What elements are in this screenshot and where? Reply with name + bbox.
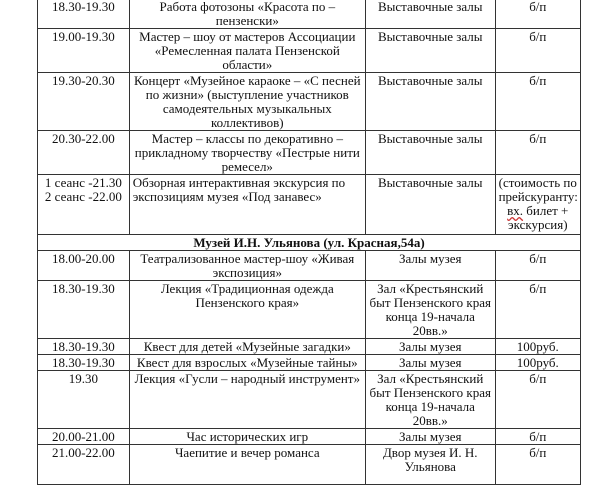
price-text: вх. [507,203,524,218]
time-cell: 18.30-19.30 [38,0,130,29]
event-cell: Час исторических игр [129,429,365,445]
table-row [38,251,581,281]
schedule-table [37,0,581,485]
place-cell: Зал «Крестьянский быт Пензенского края конца 19-начала 20вв.» [365,281,495,339]
place-cell: Выставочные залы [365,131,495,175]
event-cell: Квест для взрослых «Музейные тайны» [129,355,365,371]
place-cell: Зал «Крестьянский быт Пензенского края конца 19-начала 20вв.» [365,371,495,429]
event-cell: Лекция «Гусли – народный инструмент» [129,371,365,429]
time-cell: 19.00-19.30 [38,29,130,73]
price-cell: б/п [495,29,580,73]
table-row [38,131,581,175]
session-2: 2 сеанс -22.00 [44,189,122,204]
time-cell: 20.30-22.00 [38,131,130,175]
table-row [38,29,581,73]
event-cell: Мастер – классы по декоративно – прикладному творчеству «Пестрые нити ремесел» [129,131,365,175]
price-cell: б/п [495,251,580,281]
price-cell: 100руб. [495,339,580,355]
time-cell: 18.30-19.30 [38,281,130,339]
time-cell: 18.30-19.30 [38,355,130,371]
time-cell: 20.00-21.00 [38,429,130,445]
place-cell: Выставочные залы [365,29,495,73]
price-cell: б/п [495,131,580,175]
time-cell [38,175,130,235]
place-cell: Залы музея [365,355,495,371]
table-row [38,175,581,235]
price-cell: 100руб. [495,355,580,371]
event-cell: Концерт «Музейное караоке – «С песней по жизни» (выступление участников самодеятельных музыкальных коллективов) [129,73,365,131]
price-cell: б/п [495,371,580,429]
table-row [38,339,581,355]
time-cell: 18.00-20.00 [38,251,130,281]
price-cell: б/п [495,281,580,339]
event-cell: Мастер – шоу от мастеров Ассоциации «Ремесленная палата Пензенской области» [129,29,365,73]
section-title: Музей И.Н. Ульянова (ул. Красная,54а) [38,235,581,251]
table-row [38,355,581,371]
time-cell: 19.30 [38,371,130,429]
event-cell: Квест для детей «Музейные загадки» [129,339,365,355]
table-row [38,371,581,429]
place-cell: Двор музея И. Н. Ульянова [365,445,495,485]
place-cell: Залы музея [365,339,495,355]
price-cell: б/п [495,73,580,131]
place-cell: Выставочные залы [365,0,495,29]
place-cell: Выставочные залы [365,73,495,131]
place-cell: Залы музея [365,251,495,281]
event-cell: Чаепитие и вечер романса [129,445,365,485]
price-cell: б/п [495,429,580,445]
price-cell [495,175,580,235]
time-cell: 18.30-19.30 [38,339,130,355]
event-cell: Обзорная интерактивная экскурсия по экспозициям музея «Под занавес» [129,175,365,235]
time-cell: 19.30-20.30 [38,73,130,131]
event-cell: Театрализованное мастер-шоу «Живая экспозиция» [129,251,365,281]
table-row [38,445,581,485]
session-1: 1 сеанс -21.30 [44,175,122,190]
event-cell: Работа фотозоны «Красота по – пензенски» [129,0,365,29]
place-cell: Выставочные залы [365,175,495,235]
price-cell: б/п [495,445,580,485]
table-row [38,73,581,131]
price-cell: б/п [495,0,580,29]
section-header [38,235,581,251]
time-cell: 21.00-22.00 [38,445,130,485]
table-row [38,281,581,339]
event-cell: Лекция «Традиционная одежда Пензенского края» [129,281,365,339]
place-cell: Залы музея [365,429,495,445]
table-row [38,429,581,445]
price-text: (стоимость по прейскуранту: [498,175,578,204]
table-row [38,0,581,29]
price-text: билет + экскурсия) [508,203,569,232]
